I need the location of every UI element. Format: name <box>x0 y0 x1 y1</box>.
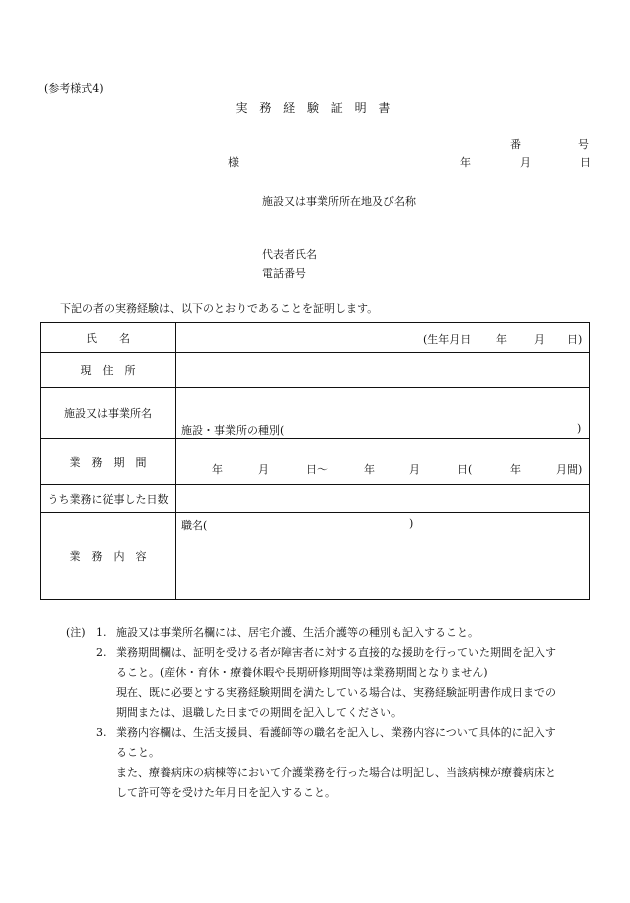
intro-statement: 下記の者の実務経験は、以下のとおりであることを証明します。 <box>60 302 379 315</box>
note-line <box>66 743 596 763</box>
note-text: 施設又は事業所名欄には、居宅介護、生活介護等の種別も記入すること。 <box>116 626 479 639</box>
duties-label: 業 務 内 容 <box>41 513 176 599</box>
number-suffix: 号 <box>578 138 589 151</box>
note-text: 業務期間欄は、証明を受ける者が障害者に対する直接的な援助を行っていた期間を記入す <box>116 646 556 659</box>
duties-row <box>41 513 589 599</box>
period-start-day: 日〜 <box>306 463 328 476</box>
days-field[interactable] <box>176 485 589 512</box>
facility-field[interactable] <box>176 388 589 438</box>
birth-month-label: 月 <box>534 333 545 346</box>
note-text: 業務内容欄は、生活支援員、看護師等の職名を記入し、業務内容について具体的に記入す <box>116 726 556 739</box>
duties-field[interactable] <box>176 513 589 599</box>
name-field[interactable] <box>176 323 589 352</box>
days-row <box>41 485 589 513</box>
period-end-day: 日( <box>457 463 473 476</box>
number-label: 番 <box>510 138 521 151</box>
birth-day-label: 日) <box>567 333 583 346</box>
period-start-month: 月 <box>258 463 269 476</box>
facility-label: 施設又は事業所名 <box>41 388 176 438</box>
certificate-table <box>40 322 590 600</box>
period-field[interactable] <box>176 439 589 484</box>
period-start-year: 年 <box>212 463 223 476</box>
job-title-close: ) <box>409 517 414 530</box>
note-text: ること。 <box>116 746 160 759</box>
period-total-months: 月間) <box>556 463 583 476</box>
date-month-label: 月 <box>520 156 531 169</box>
note-line <box>66 763 596 783</box>
note-text: また、療養病床の病棟等において介護業務を行った場合は明記し、当該病棟が療養病床と <box>116 766 556 779</box>
notes-label: (注) <box>66 626 86 639</box>
addressee-suffix: 様 <box>228 156 239 169</box>
facility-type-label: 施設・事業所の種別( <box>181 424 285 437</box>
period-total-year: 年 <box>510 463 521 476</box>
date-year-label: 年 <box>460 156 471 169</box>
job-title-label: 職名( <box>181 519 208 532</box>
note-number: 1. <box>96 626 107 639</box>
birth-year-label: 年 <box>496 333 507 346</box>
note-text: 期間または、退職した日までの期間を記入してください。 <box>116 706 402 719</box>
note-number: 3. <box>96 726 107 739</box>
form-reference: (参考様式4) <box>44 82 104 95</box>
issuer-facility-label: 施設又は事業所所在地及び名称 <box>262 195 416 208</box>
note-number: 2. <box>96 646 107 659</box>
period-label: 業 務 期 間 <box>41 439 176 484</box>
address-field[interactable] <box>176 353 589 387</box>
note-line <box>66 703 596 723</box>
note-text: して許可等を受けた年月日を記入すること。 <box>116 786 336 799</box>
note-line <box>66 683 596 703</box>
days-label: うち業務に従事した日数 <box>41 485 176 512</box>
note-line <box>66 643 596 663</box>
note-line <box>66 723 596 743</box>
address-label: 現 住 所 <box>41 353 176 387</box>
period-end-month: 月 <box>409 463 420 476</box>
note-line <box>66 663 596 683</box>
facility-row <box>41 388 589 439</box>
issuer-representative-label: 代表者氏名 <box>262 248 317 261</box>
note-text: 現在、既に必要とする実務経験期間を満たしている場合は、実務経験証明書作成日までの <box>116 686 556 699</box>
notes-section <box>66 623 596 803</box>
date-day-label: 日 <box>580 156 591 169</box>
name-row <box>41 323 589 353</box>
note-line <box>66 623 596 643</box>
issuer-phone-label: 電話番号 <box>262 267 306 280</box>
facility-type-close: ) <box>577 422 582 435</box>
name-label: 氏 名 <box>41 323 176 352</box>
address-row <box>41 353 589 388</box>
document-title: 実 務 経 験 証 明 書 <box>235 101 395 115</box>
note-line <box>66 783 596 803</box>
birth-open: (生年月日 <box>423 333 472 346</box>
period-row <box>41 439 589 485</box>
period-end-year: 年 <box>364 463 375 476</box>
note-text: ること。(産休・育休・療養休暇や長期研修期間等は業務期間となりません) <box>116 666 488 679</box>
